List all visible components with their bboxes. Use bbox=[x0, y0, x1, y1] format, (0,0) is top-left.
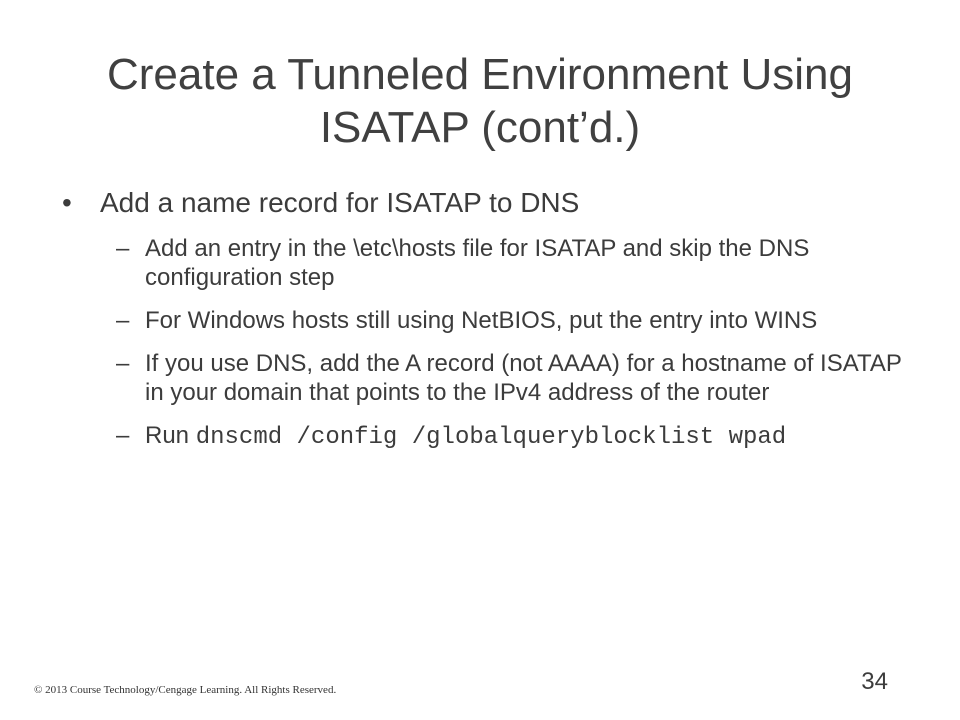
dash-marker: – bbox=[116, 307, 130, 334]
slide-title bbox=[40, 48, 920, 154]
sub-bullet-wins bbox=[116, 306, 902, 335]
sub-bullet-text: Add an entry in the \etc\hosts file for ISATAP and skip the DNS configuration step bbox=[145, 235, 810, 291]
dash-marker: – bbox=[116, 422, 130, 449]
slide-content bbox=[62, 186, 902, 466]
slide-title-line-1: Create a Tunneled Environment Using bbox=[107, 50, 853, 99]
main-bullet-text: Add a name record for ISATAP to DNS bbox=[100, 187, 580, 218]
main-bullet bbox=[62, 186, 902, 220]
run-label: Run bbox=[145, 422, 196, 449]
sub-bullet-hosts-file bbox=[116, 234, 902, 292]
dnscmd-command: dnscmd /config /globalqueryblocklist wpad bbox=[195, 424, 787, 451]
sub-bullet-text: If you use DNS, add the A record (not AAAA) for a hostname of ISATAP in your domain that points to the IPv4 address of the router bbox=[145, 350, 902, 406]
dash-marker: – bbox=[116, 350, 130, 377]
sub-bullet-dns-record bbox=[116, 349, 902, 407]
sub-bullet-run-command bbox=[116, 421, 902, 452]
copyright-footer: © 2013 Course Technology/Cengage Learning. All Rights Reserved. bbox=[34, 684, 337, 696]
page-number: 34 bbox=[861, 668, 888, 695]
bullet-marker: • bbox=[62, 187, 72, 218]
sub-bullet-text bbox=[145, 421, 902, 452]
sub-bullet-text: For Windows hosts still using NetBIOS, put the entry into WINS bbox=[145, 307, 818, 334]
slide-title-line-2: ISATAP (cont’d.) bbox=[319, 103, 641, 152]
sub-bullet-list bbox=[62, 234, 902, 452]
dash-marker: – bbox=[116, 235, 130, 262]
